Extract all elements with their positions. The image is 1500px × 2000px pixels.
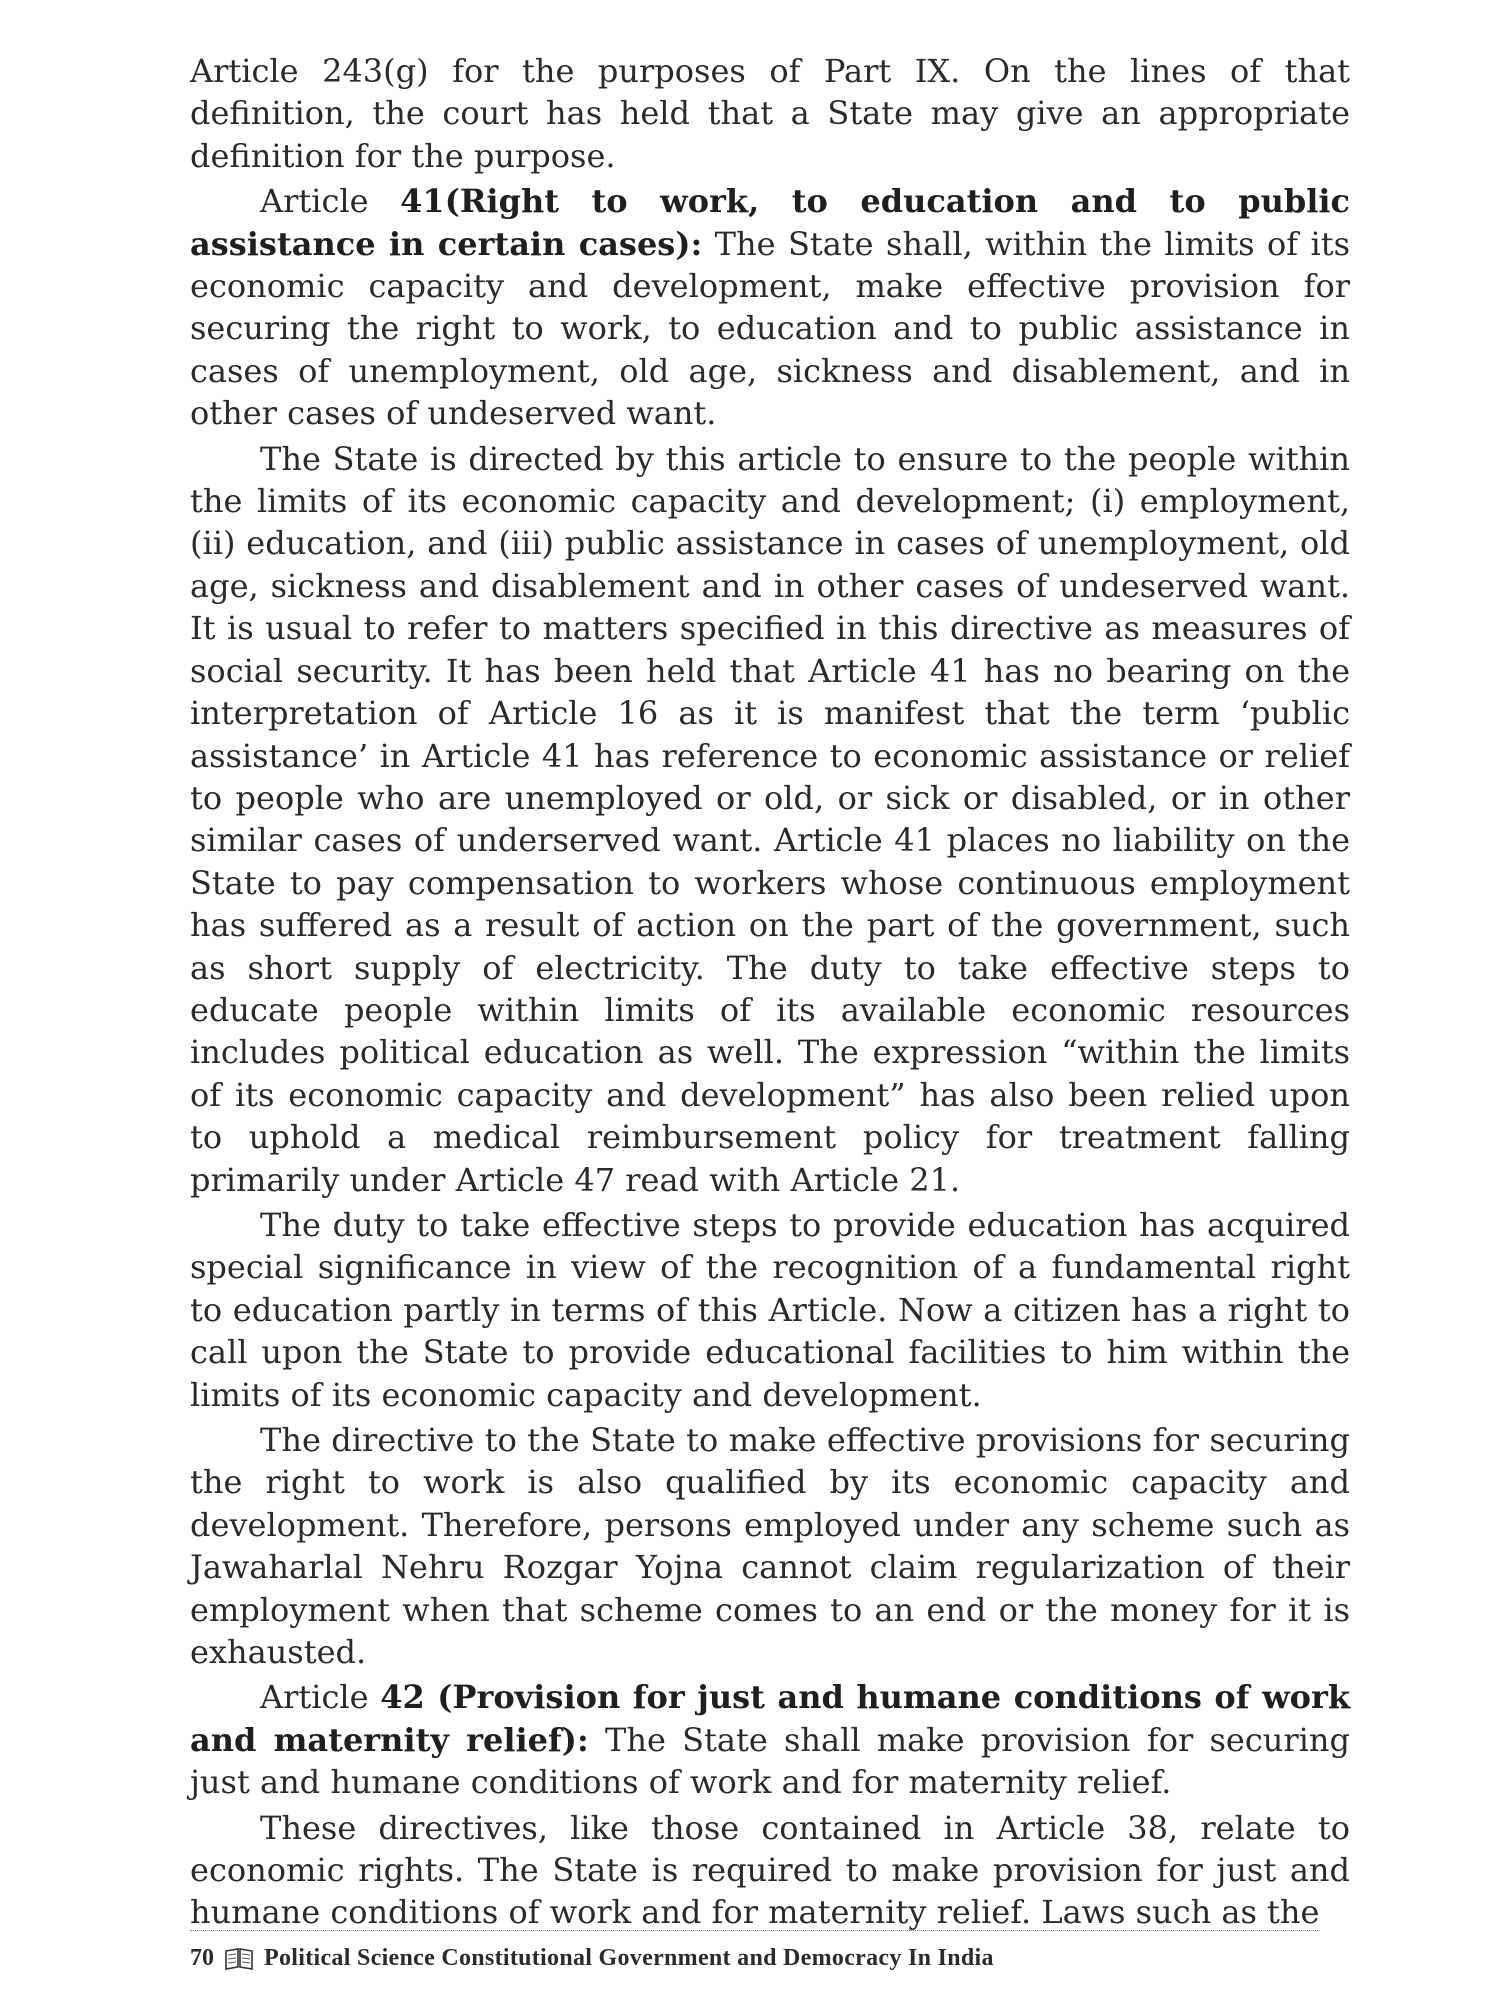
article-prefix: Article: [260, 1678, 381, 1717]
paragraph-article-41: [190, 180, 1350, 434]
paragraph-text: The State shall, within the limits of its economic capacity and development, make effective provision for securing the right to work, to education and to public assistance in cases of unemployment, old age, sickness and disablement, and in other cases of undeserved want.: [190, 224, 1351, 433]
paragraph-text: The State shall make provision for securing just and humane conditions of work and for maternity relief.: [190, 1720, 1351, 1802]
book-icon: [224, 1947, 254, 1971]
page-footer: [190, 1930, 1320, 1972]
body-text: [190, 50, 1350, 1934]
document-page: [190, 50, 1350, 1950]
page-number: 70: [190, 1945, 214, 1971]
running-title: Political Science Constitutional Government and Democracy In India: [264, 1945, 994, 1971]
paragraph-text: These directives, like those contained in Article 38, relate to economic rights. The State is required to make provision for just and humane conditions of work and for maternity relief. Laws such as the: [190, 1808, 1350, 1932]
article-42-heading: 42 (Provision for just and humane conditions of work and maternity relief):: [190, 1678, 1351, 1759]
article-prefix: Article: [260, 182, 401, 221]
paragraph-1: [190, 50, 1350, 177]
paragraph-text: The duty to take effective steps to provide education has acquired special significance in view of the recognition of a fundamental right to education partly in terms of this Article. Now a citizen has a right to call upon the State to provide educational facilities to him within the limits of its economic capacity and development.: [190, 1205, 1350, 1414]
paragraph-text: The directive to the State to make effective provisions for securing the right to work is also qualified by its economic capacity and development. Therefore, persons employed under any scheme such as Jawaharlal Nehru Rozgar Yojna cannot claim regularization of their employment when that scheme comes to an end or the money for it is exhausted.: [190, 1421, 1350, 1672]
paragraph-7: [190, 1807, 1350, 1934]
paragraph-article-42: [190, 1676, 1350, 1803]
article-41-heading: 41(Right to work, to education and to public assistance in certain cases):: [190, 182, 1351, 263]
paragraph-3: [190, 438, 1350, 1201]
paragraph-5: [190, 1419, 1350, 1673]
paragraph-4: [190, 1204, 1350, 1416]
paragraph-text: The State is directed by this article to ensure to the people within the limits of its economic capacity and development; (i) employment, (ii) education, and (iii) public assistance in cases of unemployment, old age, sickness and disablement and in other cases of undeserved want. It is usual to refer to matters specified in this directive as measures of social security. It has been held that Article 41 has no bearing on the interpretation of Article 16 as it is manifest that the term ‘public assistance’ in Article 41 has reference to economic assistance or relief to people who are unemployed or old, or sick or disabled, or in other similar cases of underserved want. Article 41 places no liability on the State to pay compensation to workers whose continuous employment has suffered as a result of action on the part of the government, such as short supply of electricity. The duty to take effective steps to educate people within limits of its available economic resources includes political education as well. The expression “within the limits of its economic capacity and development” has also been relied upon to uphold a medical reimbursement policy for treatment falling primarily under Article 47 read with Article 21.: [190, 439, 1350, 1199]
paragraph-text: Article 243(g) for the purposes of Part IX. On the lines of that definition, the court has held that a State may give an appropriate definition for the purpose.: [190, 52, 1350, 175]
